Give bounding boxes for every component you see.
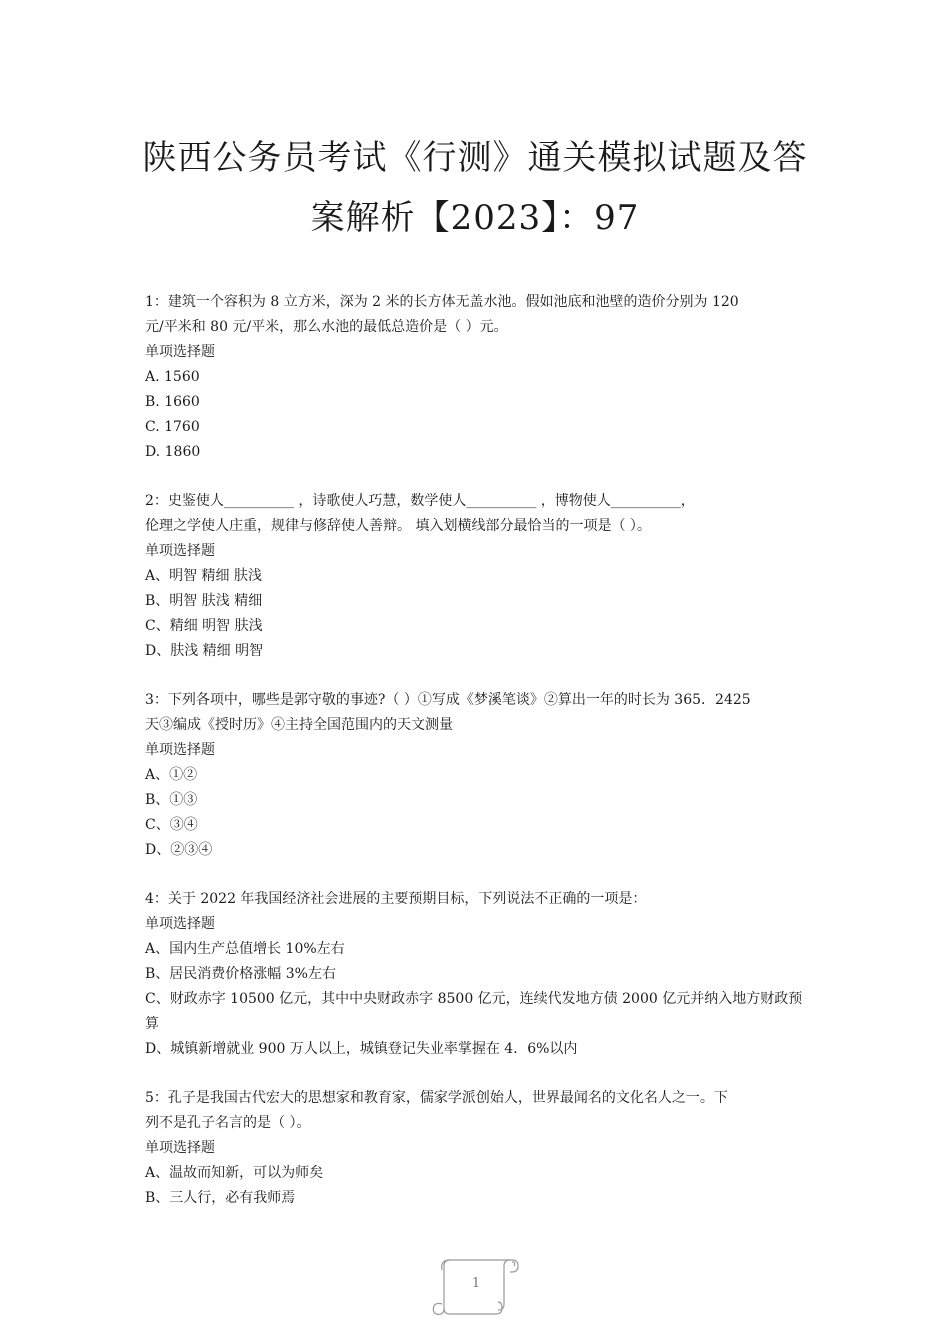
page-footer xyxy=(432,1252,520,1320)
question-stem: 1：建筑一个容积为 8 立方米，深为 2 米的长方体无盖水池。假如池底和池壁的造价分别为 120 xyxy=(145,294,739,310)
question-stem: 2：史鉴使人__________ ，诗歌使人巧慧，数学使人__________ ，博物使人__________， xyxy=(145,493,695,509)
question-5 xyxy=(145,1086,807,1211)
title-line-1: 陕西公务员考试《行测》通关模拟试题及答 xyxy=(142,138,808,178)
option-c: C. 1760 xyxy=(145,419,200,435)
option-b: B. 1660 xyxy=(145,394,200,410)
question-type: 单项选择题 xyxy=(145,543,215,559)
option-d: D. 1860 xyxy=(145,444,201,460)
option-a: A. 1560 xyxy=(145,369,200,385)
option-a: A、国内生产总值增长 10%左右 xyxy=(145,941,345,957)
option-b: B、①③ xyxy=(145,792,198,808)
option-d: D、城镇新增就业 900 万人以上，城镇登记失业率掌握在 4．6%以内 xyxy=(145,1041,578,1057)
question-type: 单项选择题 xyxy=(145,916,215,932)
question-2 xyxy=(145,489,807,664)
question-stem: 3：下列各项中，哪些是郭守敬的事迹?（ ）①写成《梦溪笔谈》②算出一年的时长为 365．2425 xyxy=(145,692,751,708)
question-type: 单项选择题 xyxy=(145,1140,215,1156)
title-line-2: 案解析【2023】：97 xyxy=(310,198,640,238)
document-title xyxy=(120,128,830,248)
question-type: 单项选择题 xyxy=(145,742,215,758)
option-b: B、明智 肤浅 精细 xyxy=(145,593,263,609)
question-stem-continued: 列不是孔子名言的是（ ）。 xyxy=(145,1115,311,1131)
option-a: A、明智 精细 肤浅 xyxy=(145,568,263,584)
option-c: C、③④ xyxy=(145,817,198,833)
page-number: 1 xyxy=(471,1276,481,1291)
option-d: D、肤浅 精细 明智 xyxy=(145,643,264,659)
question-stem: 4：关于 2022 年我国经济社会进展的主要预期目标，下列说法不正确的一项是： xyxy=(145,891,647,907)
question-4 xyxy=(145,887,807,1062)
option-a: A、温故而知新，可以为师矣 xyxy=(145,1165,324,1181)
question-stem-continued: 伦理之学使人庄重，规律与修辞使人善辩。 填入划横线部分最恰当的一项是（ ）。 xyxy=(145,518,651,534)
option-a: A、①② xyxy=(145,767,198,783)
option-d: D、②③④ xyxy=(145,842,213,858)
question-3 xyxy=(145,688,807,863)
question-stem: 5：孔子是我国古代宏大的思想家和教育家，儒家学派创始人，世界最闻名的文化名人之一。下 xyxy=(145,1090,728,1106)
option-b: B、三人行，必有我师焉 xyxy=(145,1190,296,1206)
option-b: B、居民消费价格涨幅 3%左右 xyxy=(145,966,336,982)
question-1 xyxy=(145,290,807,465)
question-stem-continued: 天③编成《授时历》④主持全国范围内的天文测量 xyxy=(145,717,453,733)
question-type: 单项选择题 xyxy=(145,344,215,360)
option-c: C、财政赤字 10500 亿元，其中中央财政赤字 8500 亿元，连续代发地方债 2000 亿元并纳入地方财政预算 xyxy=(145,991,803,1032)
question-stem-continued: 元/平米和 80 元/平米，那么水池的最低总造价是（ ）元。 xyxy=(145,319,508,335)
option-c: C、精细 明智 肤浅 xyxy=(145,618,263,634)
